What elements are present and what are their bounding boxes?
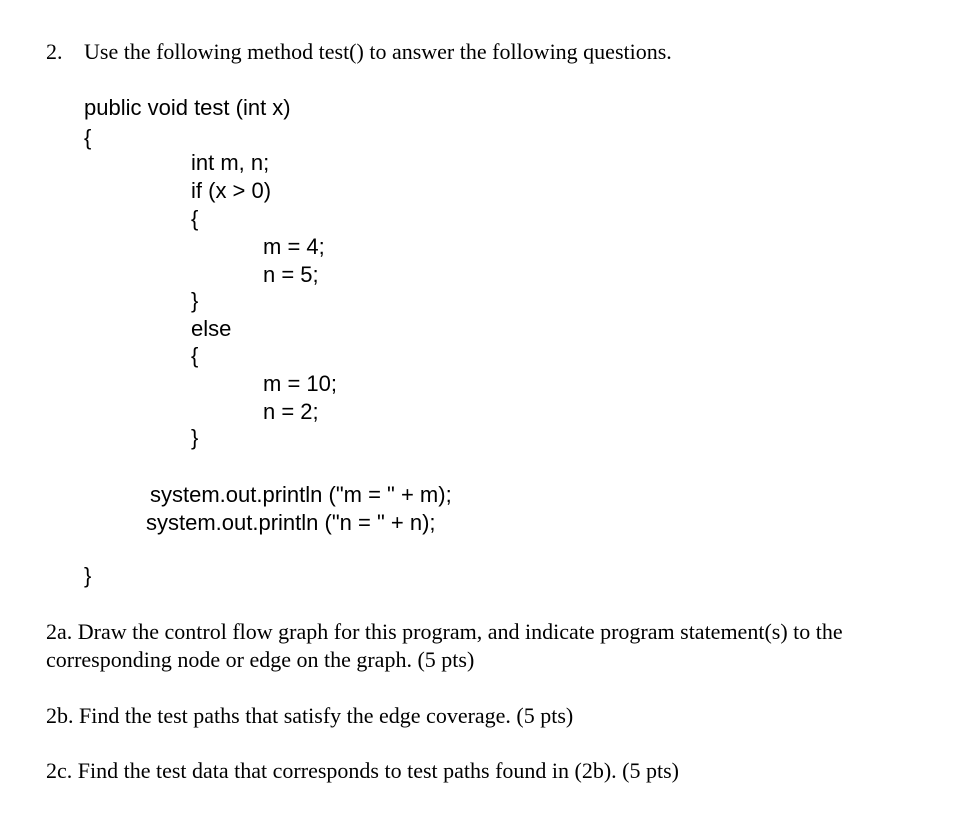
code-else-statement-m: m = 10; — [263, 371, 337, 396]
code-else-statement-n: n = 2; — [263, 399, 319, 424]
code-if-close-brace: } — [191, 288, 199, 313]
code-print-n: system.out.println ("n = " + n); — [146, 510, 436, 535]
code-else-keyword: else — [191, 316, 232, 341]
subquestion-text: Draw the control flow graph for this program, and indicate program statement(s) to the corresponding node or edge on the graph. (5 pts) — [46, 619, 843, 672]
question-text: Use the following method test() to answer the following questions. — [84, 39, 672, 64]
code-if-statement-m: m = 4; — [263, 234, 325, 259]
code-declaration: int m, n; — [191, 150, 270, 175]
subquestion-text: Find the test data that corresponds to test paths found in (2b). (5 pts) — [77, 758, 679, 783]
code-if-open-brace: { — [191, 206, 199, 231]
subquestion-text: Find the test paths that satisfy the edge coverage. (5 pts) — [79, 703, 574, 728]
code-if-condition: if (x > 0) — [191, 178, 272, 203]
subquestion-label: 2a. — [46, 619, 73, 644]
code-else-close-brace: } — [191, 425, 199, 450]
question-number: 2. — [46, 39, 63, 64]
subquestion-label: 2c. — [46, 758, 73, 783]
code-print-m: system.out.println ("m = " + m); — [150, 482, 452, 507]
code-method-open-brace: { — [84, 125, 92, 150]
subquestion-2c — [46, 757, 926, 785]
code-method-signature: public void test (int x) — [84, 95, 291, 120]
code-if-statement-n: n = 5; — [263, 262, 319, 287]
subquestion-2a — [46, 618, 926, 674]
subquestion-label: 2b. — [46, 703, 74, 728]
code-method-close-brace: } — [84, 563, 92, 588]
code-else-open-brace: { — [191, 343, 199, 368]
subquestion-2b — [46, 702, 926, 730]
